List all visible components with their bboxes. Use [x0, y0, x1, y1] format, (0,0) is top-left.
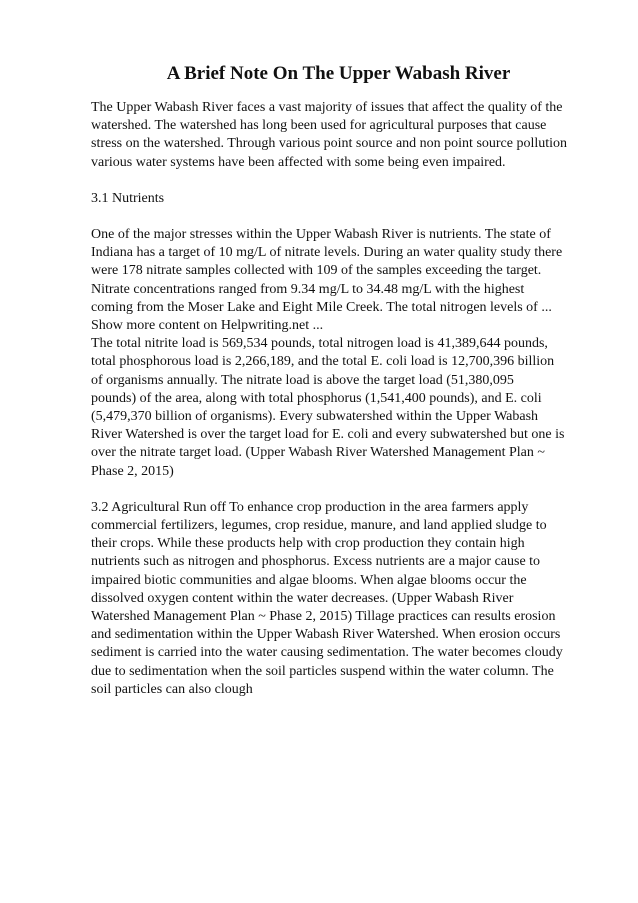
text-line: 3.1 Nutrients [91, 190, 165, 206]
text-line: their crops. While these products help with crop production they contain high [91, 536, 525, 552]
text-line: soil particles can also clough [91, 681, 253, 697]
text-line: Nitrate concentrations ranged from 9.34 mg/L to 34.48 mg/L with the highest [91, 281, 525, 297]
text-line: One of the major stresses within the Upper Wabash River is nutrients. The state of [91, 227, 551, 243]
text-line: watershed. The watershed has long been used for agricultural purposes that cause [91, 118, 547, 134]
text-line: of organisms annually. The nitrate load is above the target load (51,380,095 [91, 372, 514, 388]
text-line: nutrients such as nitrogen and phosphorus. Excess nutrients are a major cause to [91, 554, 541, 570]
text-line: sediment is carried into the water causing sedimentation. The water becomes cloudy [91, 645, 563, 661]
text-line: commercial fertilizers, legumes, crop residue, manure, and land applied sludge to [91, 518, 547, 534]
paragraph-intro [91, 99, 586, 172]
show-more-text: Show more content on Helpwriting.net ... [91, 318, 324, 334]
text-line: over the nitrate target load. (Upper Wabash River Watershed Management Plan ~ [91, 445, 545, 461]
text-line: various water systems have been affected with some being even impaired. [91, 154, 506, 170]
text-line: total phosphorous load is 2,266,189, and the total E. coli load is 12,700,396 billion [91, 354, 555, 370]
paragraph-agricultural-runoff [91, 499, 586, 699]
text-line: 3.2 Agricultural Run off To enhance crop production in the area farmers apply [91, 499, 529, 515]
text-line: impaired biotic communities and algae blooms. When algae blooms occur the [91, 572, 527, 588]
text-line: were 178 nitrate samples collected with 109 of the samples exceeding the target. [91, 263, 542, 279]
text-line: due to sedimentation when the soil particles suspend within the water column. The [91, 663, 554, 679]
text-line: Phase 2, 2015) [91, 463, 174, 479]
document-title: A Brief Note On The Upper Wabash River [166, 63, 511, 84]
text-line: and sedimentation within the Upper Wabash River Watershed. When erosion occurs [91, 627, 561, 643]
paragraph-loads [91, 335, 586, 481]
text-line: Indiana has a target of 10 mg/L of nitrate levels. During an water quality study there [91, 245, 563, 261]
section-heading-nutrients [91, 190, 586, 208]
paragraph-nutrients [91, 226, 586, 335]
text-line: Watershed Management Plan ~ Phase 2, 2015) Tillage practices can results erosion [91, 609, 556, 625]
text-line: River Watershed is over the target load for E. coli and every subwatershed but one is [91, 427, 565, 443]
text-line: stress on the watershed. Through various point source and non point source pollution [91, 136, 568, 152]
text-line: pounds) of the area, along with total phosphorus (1,541,400 pounds), and E. coli [91, 390, 542, 406]
text-line: (5,479,370 billion of organisms). Every subwatershed within the Upper Wabash [91, 409, 539, 425]
text-line: The total nitrite load is 569,534 pounds, total nitrogen load is 41,389,644 pounds, [91, 336, 548, 352]
text-line: The Upper Wabash River faces a vast majority of issues that affect the quality of the [91, 100, 563, 115]
text-line: coming from the Moser Lake and Eight Mile Creek. The total nitrogen levels of ... [91, 299, 552, 315]
text-line: dissolved oxygen content within the water decreases. (Upper Wabash River [91, 590, 514, 606]
